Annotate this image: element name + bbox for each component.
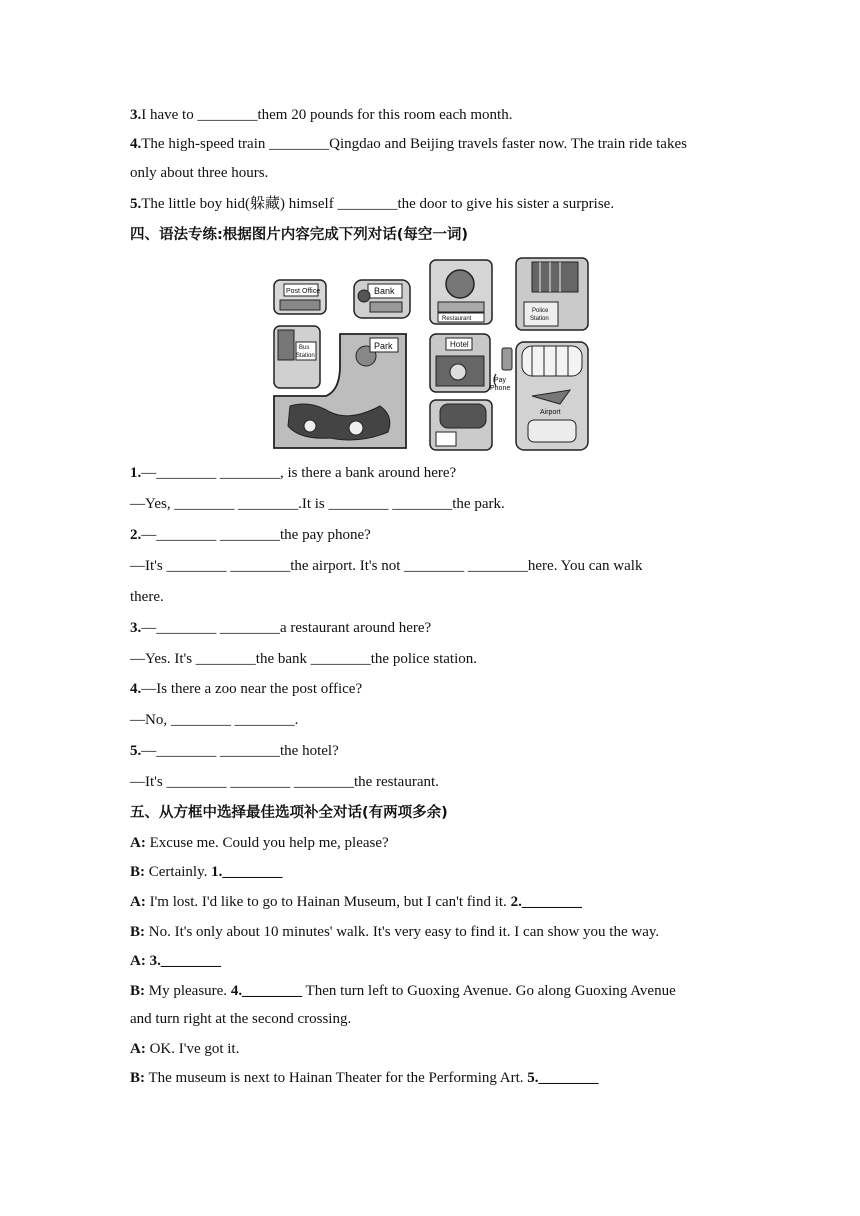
map-answer-2: —It's ________ ________the airport. It's not ________ ________here. You can walk [130, 558, 643, 574]
pay-phone-label-1: Pay [494, 377, 507, 384]
map-question-1: 1.—________ ________, is there a bank around here? [130, 465, 457, 481]
map-question-4: 4.—Is there a zoo near the post office? [130, 681, 363, 697]
pay-phone [490, 348, 512, 392]
blank-1[interactable]: 1.________ [211, 864, 283, 880]
map-answer-1: —Yes, ________ ________.It is ________ ________the park. [130, 496, 505, 512]
pay-phone-label-2: Phone [490, 385, 511, 392]
town-map-illustration [270, 256, 590, 454]
map-answer-3: —Yes. It's ________the bank ________the police station. [130, 651, 477, 667]
park-label: Park [374, 341, 393, 351]
bus-label-2: Station [296, 353, 315, 359]
bus-station-building [274, 326, 320, 388]
dialogue-line-2: B: Certainly. 1.________ [130, 864, 283, 880]
map-question-3: 3.—________ ________a restaurant around here? [130, 620, 432, 636]
map-question-5: 5.—________ ________the hotel? [130, 743, 339, 759]
map-answer-4: —No, ________ ________. [130, 712, 299, 728]
dialogue-line-8: B: The museum is next to Hainan Theater for the Performing Art. 5.________ [130, 1070, 599, 1086]
map-answer-5: —It's ________ ________ ________the restaurant. [130, 774, 439, 790]
blank-4[interactable]: 4.________ [230, 983, 303, 999]
post-office-label: Post Office [286, 288, 321, 295]
town-map-svg [270, 256, 590, 454]
dialogue-line-3: A: I'm lost. I'd like to go to Hainan Museum, but I can't find it. 2.________ [130, 894, 582, 910]
post-office-building [274, 280, 326, 314]
airport-label: Airport [540, 409, 561, 416]
hotel-label: Hotel [450, 340, 469, 349]
police-label-2: Station [530, 316, 549, 322]
airport-building [516, 342, 588, 450]
dialogue-line-4: B: No. It's only about 10 minutes' walk. It's very easy to find it. I can show you the way. [130, 924, 660, 940]
restaurant-building [430, 260, 492, 324]
blank-2[interactable]: 2.________ [510, 894, 582, 910]
restaurant-label: Restaurant [442, 316, 472, 322]
blank-5[interactable]: 5.________ [527, 1070, 599, 1086]
dialogue-line-6-continued: and turn right at the second crossing. [130, 1011, 352, 1027]
question-4-continued: only about three hours. [130, 165, 269, 181]
arena-building [430, 400, 492, 450]
police-label-1: Police [532, 308, 549, 314]
question-3: 3.I have to ________them 20 pounds for this room each month. [130, 107, 513, 123]
map-answer-2-continued: there. [130, 589, 164, 605]
question-5: 5.The little boy hid(躲藏) himself ________the door to give his sister a surprise. [130, 196, 615, 212]
dialogue-line-6: B: My pleasure. 4.________ Then turn left to Guoxing Avenue. Go along Guoxing Avenue [130, 983, 676, 999]
dialogue-line-1: A: Excuse me. Could you help me, please? [130, 835, 389, 851]
question-4: 4.The high-speed train ________Qingdao and Beijing travels faster now. The train ride takes [130, 136, 687, 152]
blank-3[interactable]: 3.________ [149, 953, 221, 969]
section-5-heading: 五、从方框中选择最佳选项补全对话(有两项多余) [130, 805, 448, 821]
police-station-building [516, 258, 588, 330]
bus-label-1: Bus [299, 345, 310, 351]
dialogue-line-7: A: OK. I've got it. [130, 1041, 240, 1057]
dialogue-line-5: A: 3.________ [130, 953, 221, 969]
bank-label: Bank [374, 286, 395, 296]
bank-building [354, 280, 410, 318]
section-4-heading: 四、语法专练:根据图片内容完成下列对话(每空一词) [130, 227, 469, 243]
map-question-2: 2.—________ ________the pay phone? [130, 527, 371, 543]
hotel-building [430, 334, 490, 392]
